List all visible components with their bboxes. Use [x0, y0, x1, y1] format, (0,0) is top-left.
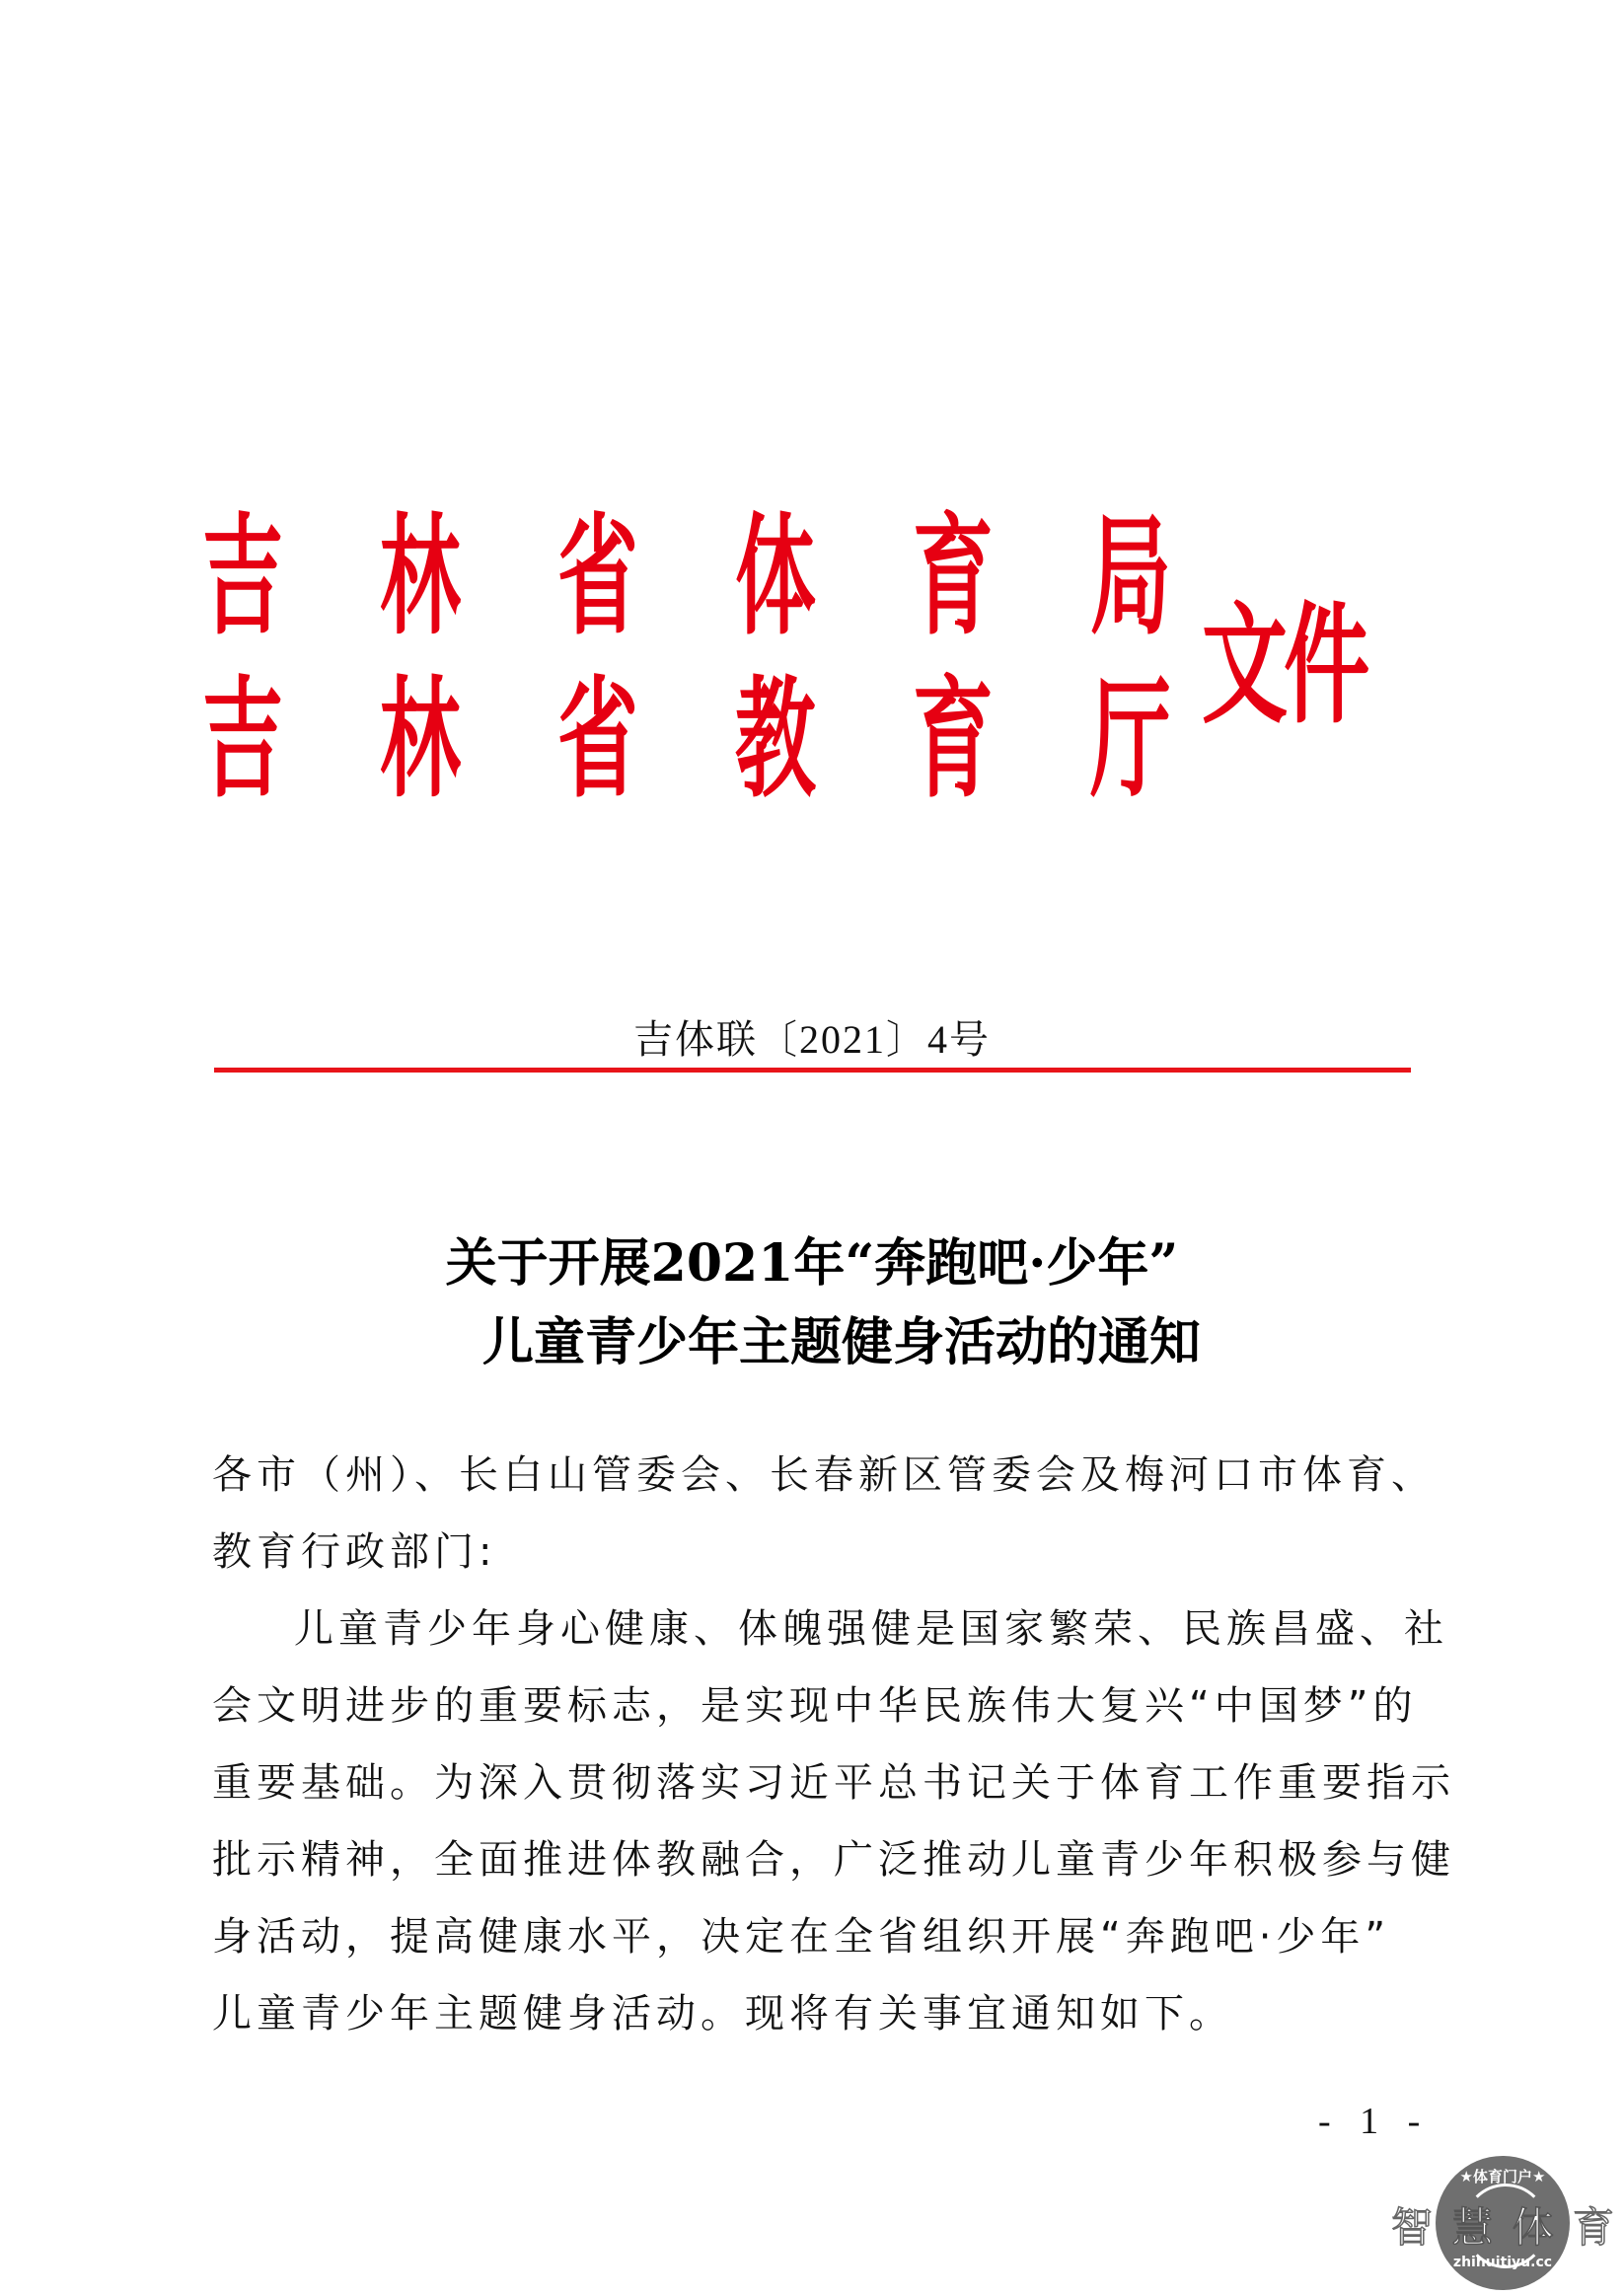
- body-paragraph-line: 身活动，提高健康水平，决定在全省组织开展“奔跑吧·少年”: [212, 1914, 1391, 1960]
- body-paragraph-line: 儿童青少年身心健康、体魄强健是国家繁荣、民族昌盛、社: [294, 1606, 1448, 1652]
- header-char: 吉: [202, 500, 283, 653]
- watermark-url: zhihuitiyu.cc: [1452, 2255, 1553, 2270]
- header-char: 省: [557, 663, 638, 816]
- watermark-char: 育: [1572, 2203, 1614, 2252]
- watermark-chars: [1381, 2195, 1624, 2255]
- header-agency-2: [202, 663, 1268, 816]
- document-number: 吉体联〔2021〕4号: [633, 1017, 991, 1062]
- watermark-logo: [1381, 2151, 1624, 2296]
- header-agency-1: [202, 500, 1268, 653]
- body-paragraph-line: 儿童青少年主题健身活动。现将有关事宜通知如下。: [212, 1991, 1233, 2037]
- document-title-line-2: 儿童青少年主题健身活动的通知: [481, 1312, 1201, 1372]
- header-char: 局: [1090, 500, 1171, 653]
- page-number: - 1 -: [1318, 2101, 1431, 2142]
- header-char: 教: [735, 663, 816, 816]
- header-suffix: 文件: [1202, 589, 1366, 742]
- body-paragraph-line: 批示精神，全面推进体教融合，广泛推动儿童青少年积极参与健: [212, 1837, 1455, 1883]
- addressee-line: 教育行政部门:: [212, 1529, 497, 1575]
- header-char: 厅: [1090, 663, 1171, 816]
- red-divider: [214, 1068, 1411, 1073]
- watermark-char: 慧: [1451, 2203, 1494, 2252]
- header-char: 吉: [202, 663, 283, 816]
- addressee-line: 各市（州）、长白山管委会、长春新区管委会及梅河口市体育、: [212, 1452, 1436, 1498]
- header-char: 林: [380, 663, 461, 816]
- header-char: 体: [735, 500, 816, 653]
- header-char: 育: [913, 663, 994, 816]
- header-char: 育: [913, 500, 994, 653]
- header-char: 林: [380, 500, 461, 653]
- header-char: 省: [557, 500, 638, 653]
- watermark-top-text: ★体育门户★: [1459, 2168, 1546, 2185]
- document-title-line-1: 关于开展2021年“奔跑吧·少年”: [445, 1233, 1179, 1294]
- body-paragraph-line: 会文明进步的重要标志，是实现中华民族伟大复兴“中国梦”的: [212, 1683, 1418, 1729]
- watermark-char: 体: [1512, 2203, 1554, 2252]
- body-paragraph-line: 重要基础。为深入贯彻落实习近平总书记关于体育工作重要指示: [212, 1760, 1455, 1806]
- watermark-char: 智: [1391, 2203, 1434, 2252]
